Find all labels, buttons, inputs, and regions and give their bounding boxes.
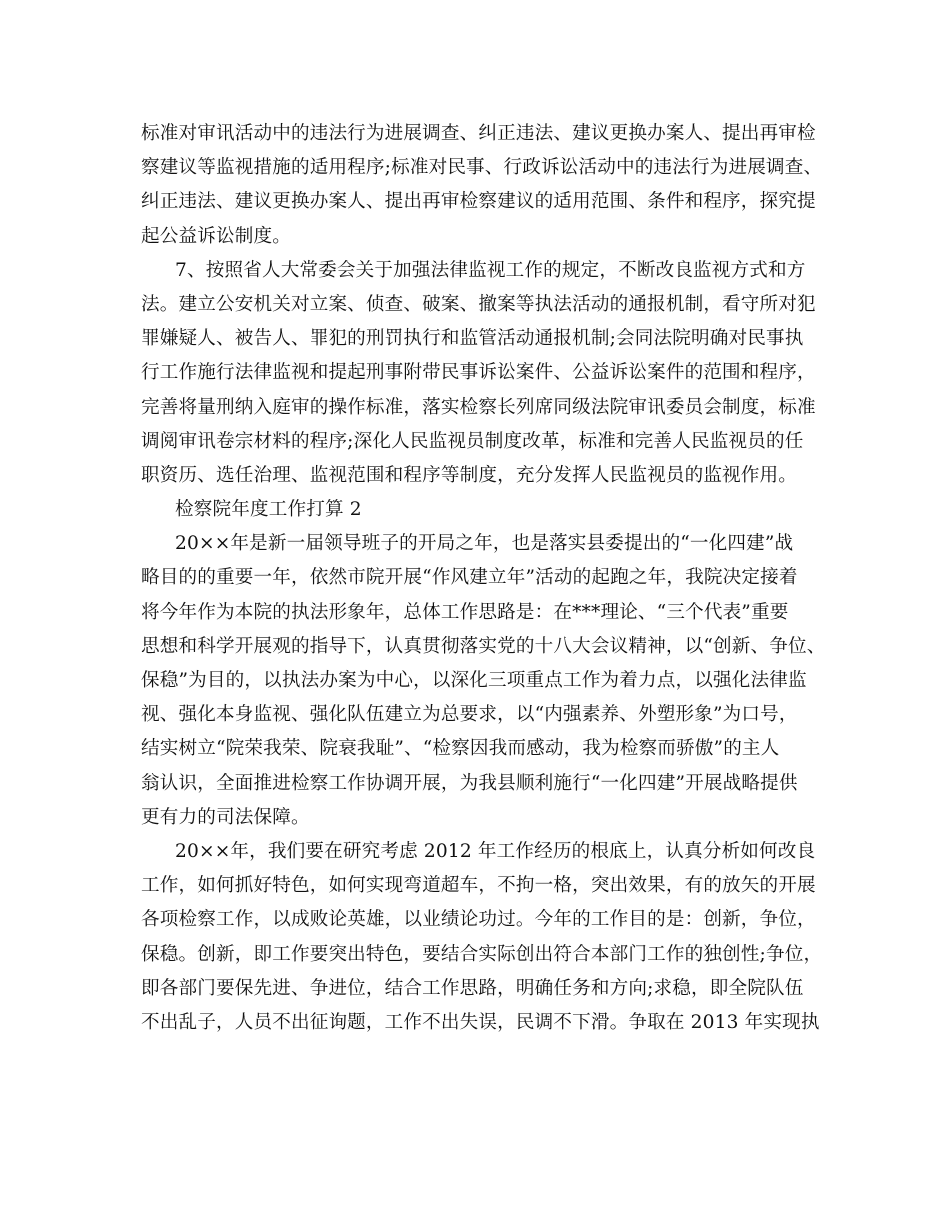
text-line: 视、强化本身监视、强化队伍建立为总要求，以“内强素养、外塑形象”为口号，	[141, 704, 798, 726]
text-line: 略目的的重要一年，依然市院开展“作风建立年”活动的起跑之年，我院决定接着	[141, 567, 798, 589]
text-line: 将今年作为本院的执法形象年，总体工作思路是：在***理论、“三个代表”重要	[141, 601, 789, 623]
text-line: 即各部门要保先进、争进位，结合工作思路，明确任务和方向;求稳，即全院队伍	[141, 977, 804, 999]
text-line: 起公益诉讼制度。	[141, 225, 291, 247]
text-line: 行工作施行法律监视和提起刑事附带民事诉讼案件、公益诉讼案件的范围和程序，	[141, 362, 816, 384]
text-line: 标准对审讯活动中的违法行为进展调查、纠正违法、建议更换办案人、提出再审检	[141, 123, 816, 144]
text-line: 工作，如何抓好特色，如何实现弯道超车，不拘一格，突出效果，有的放矢的开展	[141, 875, 816, 897]
text-line: 20××年，我们要在研究考虑 2012 年工作经历的根底上，认真分析如何改良	[175, 840, 816, 862]
text-line: 20××年是新一届领导班子的开局之年，也是落实县委提出的“一化四建”战	[175, 533, 794, 555]
text-line: 察建议等监视措施的适用程序;标准对民事、行政诉讼活动中的违法行为进展调查、	[141, 157, 823, 179]
text-line: 思想和科学开展观的指导下，认真贯彻落实党的十八大会议精神，以“创新、争位、	[141, 635, 826, 657]
text-line: 纠正违法、建议更换办案人、提出再审检察建议的适用范围、条件和程序，探究提	[141, 191, 816, 213]
text-line: 7、按照省人大常委会关于加强法律监视工作的规定，不断改良监视方式和方	[175, 259, 806, 281]
text-line: 保稳”为目的，以执法办案为中心，以深化三项重点工作为着力点，以强化法律监	[141, 670, 807, 691]
text-line: 保稳。创新，即工作要突出特色，要结合实际创出符合本部门工作的独创性;争位，	[141, 943, 823, 965]
section-heading: 检察院年度工作打算 2	[175, 499, 362, 521]
text-line: 完善将量刑纳入庭审的操作标准，落实检察长列席同级法院审讯委员会制度，标准	[141, 396, 816, 418]
text-line: 职资历、选任治理、监视范围和程序等制度，充分发挥人民监视员的监视作用。	[141, 464, 798, 486]
text-line: 调阅审讯卷宗材料的程序;深化人民监视员制度改革，标准和完善人民监视员的任	[141, 430, 804, 452]
text-line: 更有力的司法保障。	[141, 806, 310, 828]
text-line: 法。建立公安机关对立案、侦查、破案、撤案等执法活动的通报机制，看守所对犯	[141, 293, 816, 315]
text-line: 罪嫌疑人、被告人、罪犯的刑罚执行和监管活动通报机制;会同法院明确对民事执	[141, 328, 804, 350]
text-line: 翁认识，全面推进检察工作协调开展，为我县顺利施行“一化四建”开展战略提供	[141, 772, 798, 794]
text-line: 各项检察工作，以成败论英雄，以业绩论功过。今年的工作目的是：创新，争位，	[141, 909, 816, 931]
text-line: 不出乱子，人员不出征询题，工作不出失误，民调不下滑。争取在 2013 年实现执	[141, 1011, 820, 1033]
text-line: 结实树立“院荣我荣、院衰我耻”、“检察因我而感动，我为检察而骄傲”的主人	[141, 738, 780, 760]
document-body	[141, 117, 831, 1040]
